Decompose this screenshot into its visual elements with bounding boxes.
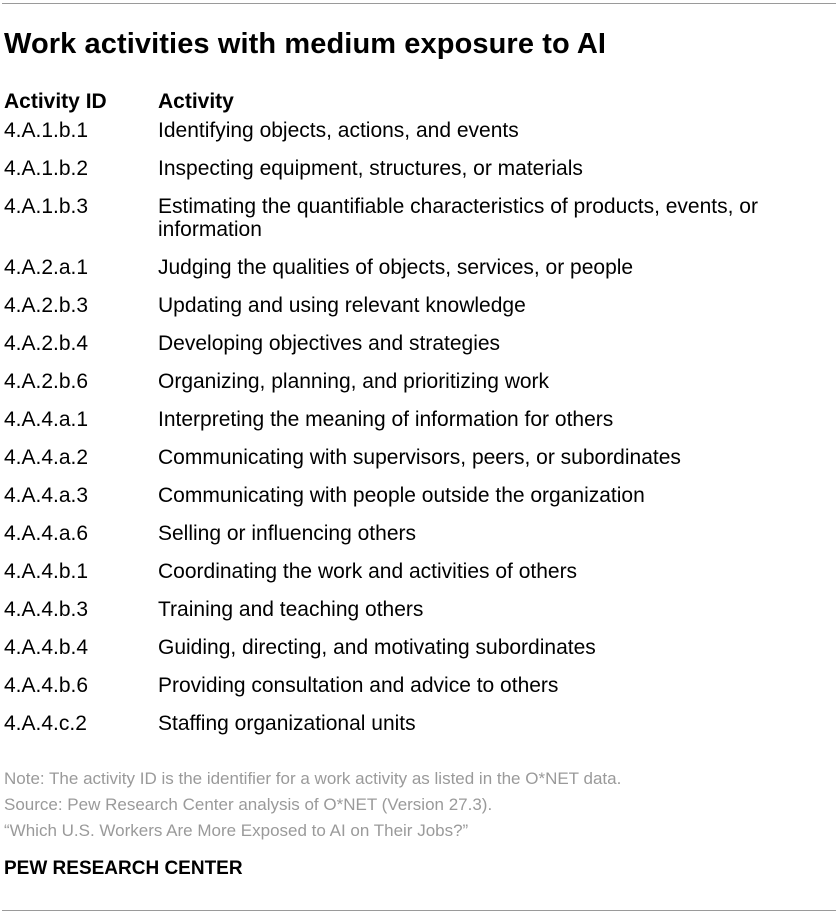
table-header xyxy=(4,89,834,115)
activity-cell: Organizing, planning, and prioritizing work xyxy=(158,370,550,393)
activity-cell: Inspecting equipment, structures, or materials xyxy=(158,157,583,180)
report-title-text: “Which U.S. Workers Are More Exposed to AI on Their Jobs?” xyxy=(4,821,469,840)
table-row xyxy=(4,670,834,708)
table-row xyxy=(4,518,834,556)
activity-cell: Updating and using relevant knowledge xyxy=(158,294,526,317)
activity-cell: Interpreting the meaning of information for others xyxy=(158,408,614,431)
activity-id-cell: 4.A.4.b.3 xyxy=(4,598,89,621)
activity-cell: Estimating the quantifiable characteristics of products, events, or information xyxy=(158,195,758,241)
activity-id-cell: 4.A.2.b.6 xyxy=(4,370,89,393)
table-row xyxy=(4,404,834,442)
notes-block xyxy=(4,766,621,844)
activity-id-cell: 4.A.4.a.2 xyxy=(4,446,89,469)
activity-id-cell: 4.A.2.b.4 xyxy=(4,332,89,355)
note-text: Note: The activity ID is the identifier for a work activity as listed in the O*NET data. xyxy=(4,769,622,788)
column-header-activity-id: Activity ID xyxy=(4,90,107,113)
table-row xyxy=(4,594,834,632)
activity-cell: Communicating with supervisors, peers, or subordinates xyxy=(158,446,681,469)
source-text: Source: Pew Research Center analysis of O*NET (Version 27.3). xyxy=(4,795,493,814)
table-row xyxy=(4,191,834,252)
table-row xyxy=(4,290,834,328)
chart-title: Work activities with medium exposure to AI xyxy=(4,28,607,60)
activity-id-cell: 4.A.1.b.2 xyxy=(4,157,89,180)
source-label: PEW RESEARCH CENTER xyxy=(4,858,243,879)
activity-cell: Communicating with people outside the organization xyxy=(158,484,645,507)
activity-id-cell: 4.A.2.b.3 xyxy=(4,294,89,317)
top-divider xyxy=(2,3,836,4)
table-row xyxy=(4,556,834,594)
table-row xyxy=(4,252,834,290)
activity-table xyxy=(4,89,834,746)
table-row xyxy=(4,442,834,480)
column-header-activity: Activity xyxy=(158,90,234,113)
table-row xyxy=(4,708,834,746)
table-row xyxy=(4,115,834,153)
table-row xyxy=(4,632,834,670)
activity-cell: Training and teaching others xyxy=(158,598,424,621)
table-row xyxy=(4,366,834,404)
activity-cell: Guiding, directing, and motivating subordinates xyxy=(158,636,596,659)
activity-id-cell: 4.A.1.b.3 xyxy=(4,195,89,218)
activity-cell: Developing objectives and strategies xyxy=(158,332,501,355)
activity-cell: Providing consultation and advice to others xyxy=(158,674,559,697)
bottom-divider xyxy=(2,910,836,911)
activity-cell: Judging the qualities of objects, services, or people xyxy=(158,256,634,279)
activity-id-cell: 4.A.4.a.1 xyxy=(4,408,89,431)
table-body xyxy=(4,115,834,746)
activity-id-cell: 4.A.4.b.1 xyxy=(4,560,89,583)
table-row xyxy=(4,153,834,191)
activity-id-cell: 4.A.4.b.6 xyxy=(4,674,89,697)
activity-cell: Staffing organizational units xyxy=(158,712,416,735)
table-row xyxy=(4,480,834,518)
activity-id-cell: 4.A.4.b.4 xyxy=(4,636,89,659)
activity-id-cell: 4.A.2.a.1 xyxy=(4,256,89,279)
table-row xyxy=(4,328,834,366)
activity-cell: Selling or influencing others xyxy=(158,522,416,545)
activity-id-cell: 4.A.1.b.1 xyxy=(4,119,89,142)
activity-cell: Identifying objects, actions, and events xyxy=(158,119,519,142)
activity-id-cell: 4.A.4.a.3 xyxy=(4,484,89,507)
activity-cell: Coordinating the work and activities of others xyxy=(158,560,578,583)
activity-id-cell: 4.A.4.a.6 xyxy=(4,522,89,545)
activity-id-cell: 4.A.4.c.2 xyxy=(4,712,87,735)
